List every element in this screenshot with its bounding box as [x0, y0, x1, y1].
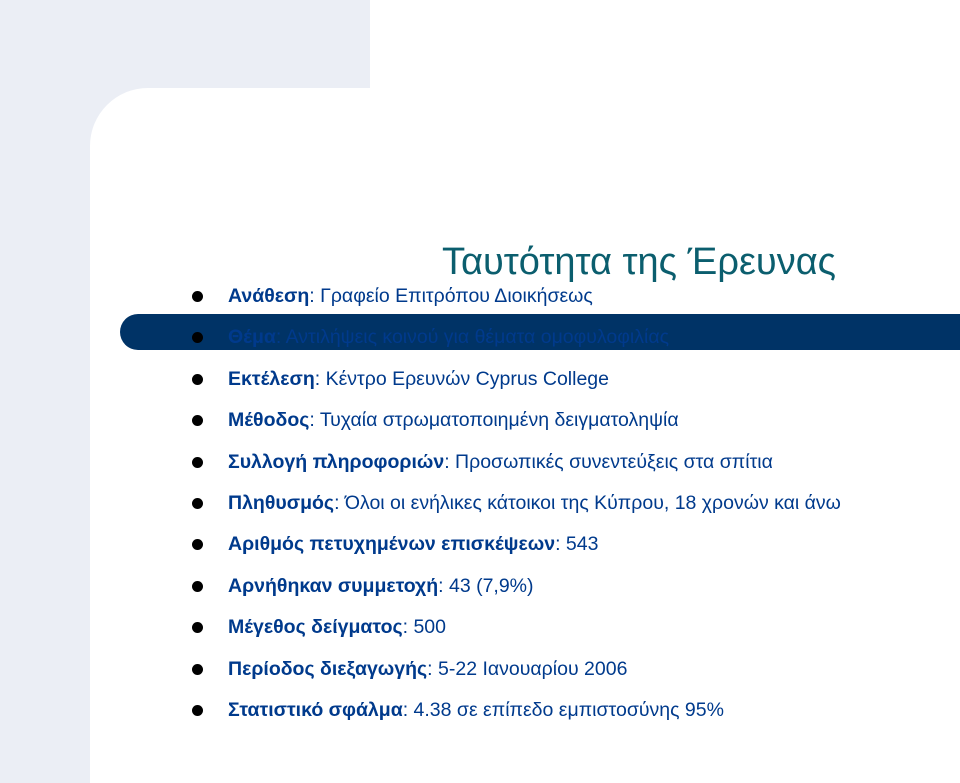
item-value: : 543	[555, 533, 599, 556]
item-label: Εκτέλεση	[228, 367, 315, 390]
item-value: : Γραφείο Επιτρόπου Διοικήσεως	[309, 285, 593, 307]
item-value: : 43 (7,9%)	[438, 574, 534, 597]
item-value: : Τυχαία στρωματοποιημένη δειγματοληψία	[309, 409, 679, 432]
item-value: : 5-22 Ιανουαρίου 2006	[427, 657, 628, 680]
bullet-icon	[192, 664, 203, 675]
item-label: Αρνήθηκαν συμμετοχή	[228, 574, 439, 597]
list-item	[0, 442, 960, 483]
bullet-icon	[192, 581, 203, 592]
list-item	[0, 359, 960, 400]
list-item	[0, 649, 960, 690]
bullet-icon	[192, 539, 203, 550]
list-item	[0, 566, 960, 607]
list-item	[0, 483, 960, 524]
bullet-icon	[192, 374, 203, 385]
list-item	[0, 690, 960, 731]
item-label: Πληθυσμός	[228, 491, 335, 514]
item-label: Ανάθεση	[228, 285, 310, 307]
item-label: Περίοδος διεξαγωγής	[228, 657, 428, 680]
bullet-icon	[192, 415, 203, 426]
list-item	[0, 400, 960, 441]
item-label: Συλλογή πληροφοριών	[228, 450, 445, 473]
bullet-icon	[192, 291, 203, 302]
bullet-icon	[192, 457, 203, 468]
item-value: : Προσωπικές συνεντεύξεις στα σπίτια	[444, 450, 773, 473]
list-item	[0, 276, 960, 317]
list-item	[0, 524, 960, 565]
bullet-icon	[192, 498, 203, 509]
slide-title: Ταυτότητα της Έρευνας	[442, 241, 836, 283]
item-label: Μέγεθος δείγματος	[228, 616, 403, 639]
item-value: : Αντιλήψεις κοινού για θέματα ομοφυλοφιλίας	[275, 326, 669, 349]
item-value: : Όλοι οι ενήλικες κάτοικοι της Κύπρου, 18 χρονών και άνω	[334, 491, 841, 514]
bullet-list	[0, 276, 960, 731]
item-value: : Κέντρο Ερευνών Cyprus College	[314, 367, 609, 390]
bullet-icon	[192, 332, 203, 343]
list-item	[0, 607, 960, 648]
item-label: Στατιστικό σφάλμα	[228, 698, 403, 721]
item-value: : 500	[402, 616, 446, 639]
list-item	[0, 317, 960, 358]
item-label: Θέμα	[228, 326, 276, 349]
bullet-icon	[192, 622, 203, 633]
bullet-icon	[192, 705, 203, 716]
item-value: : 4.38 σε επίπεδο εμπιστοσύνης 95%	[402, 698, 724, 721]
item-label: Μέθοδος	[228, 409, 310, 432]
item-label: Αριθμός πετυχημένων επισκέψεων	[228, 533, 556, 556]
